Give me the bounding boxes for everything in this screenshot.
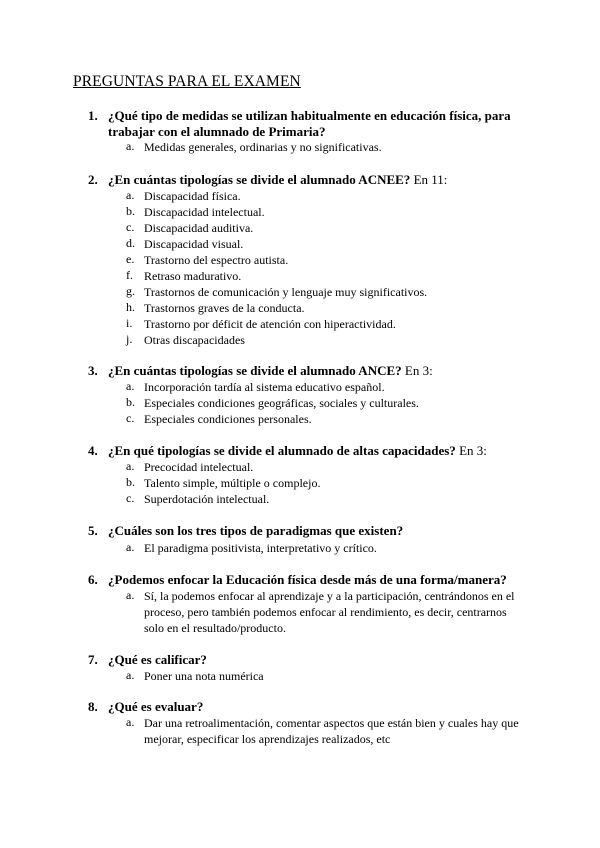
question-number: 6.: [88, 572, 98, 587]
answer-text: Discapacidad física.: [144, 189, 241, 203]
answer-text: Discapacidad visual.: [144, 237, 244, 251]
question-text: ¿Podemos enfocar la Educación física desde más de una forma/manera?: [108, 572, 507, 587]
answer-letter: a.: [126, 459, 135, 473]
answer-letter: b.: [126, 395, 135, 409]
answer-letter: f.: [126, 268, 133, 282]
answer-letter: e.: [126, 252, 135, 266]
answer-text: solo en el resultado/producto.: [144, 621, 286, 635]
answer-letter: a.: [126, 540, 135, 554]
answer-letter: b.: [126, 204, 135, 218]
question-text: ¿Qué es evaluar?: [108, 699, 204, 714]
answer-letter: a.: [126, 588, 135, 602]
answer-letter: c.: [126, 411, 135, 425]
question-suffix: En 11:: [410, 172, 448, 187]
answer-text: Trastornos de comunicación y lenguaje muy significativos.: [144, 285, 428, 299]
answer-text: mejorar, especificar los aprendizajes realizados, etc: [144, 732, 391, 746]
answer-text: Trastorno por déficit de atención con hiperactividad.: [144, 317, 396, 331]
question-number: 7.: [88, 652, 98, 667]
question-suffix: En 3:: [455, 443, 487, 458]
question-text-line: [108, 108, 511, 124]
answer-letter: i.: [126, 316, 133, 330]
answer-letter: a.: [126, 188, 135, 202]
question-text-line: [108, 523, 403, 539]
answer-letter: h.: [126, 300, 135, 314]
question-number: 8.: [88, 699, 98, 714]
answer-text: Otras discapacidades: [144, 333, 245, 347]
page-title: PREGUNTAS PARA EL EXAMEN: [73, 73, 301, 90]
question-text-line: [108, 652, 207, 668]
answer-text: Sí, la podemos enfocar al aprendizaje y a la participación, centrándonos en el: [144, 589, 515, 603]
question-number: 5.: [88, 523, 98, 538]
question-text: ¿Qué es calificar?: [108, 652, 207, 667]
answer-letter: a.: [126, 715, 135, 729]
answer-letter: c.: [126, 220, 135, 234]
answer-text: Dar una retroalimentación, comentar aspectos que están bien y cuales hay que: [144, 716, 519, 730]
question-number: 2.: [88, 172, 98, 187]
answer-letter: a.: [126, 668, 135, 682]
question-text-line: [108, 124, 326, 140]
answer-text: Medidas generales, ordinarias y no significativas.: [144, 140, 382, 154]
answer-text: Talento simple, múltiple o complejo.: [144, 476, 321, 490]
answer-letter: g.: [126, 284, 135, 298]
question-text-line: [108, 443, 487, 459]
question-text-line: [108, 172, 447, 188]
question-number: 4.: [88, 443, 98, 458]
question-text: ¿Cuáles son los tres tipos de paradigmas que existen?: [108, 523, 404, 538]
question-text-line: [108, 699, 203, 715]
question-text-line: [108, 572, 507, 588]
question-text: ¿Qué tipo de medidas se utilizan habitualmente en educación física, para: [108, 108, 511, 123]
question-number: 1.: [88, 108, 98, 123]
question-text: trabajar con el alumnado de Primaria?: [108, 124, 326, 139]
answer-text: Trastorno del espectro autista.: [144, 253, 289, 267]
answer-letter: j.: [126, 332, 133, 346]
question-text: ¿En cuántas tipologías se divide el alumnado ANCE?: [108, 363, 402, 378]
answer-text: proceso, pero también podemos enfocar al rendimiento, es decir, centrarnos: [144, 605, 507, 619]
question-text-line: [108, 363, 433, 379]
answer-letter: c.: [126, 491, 135, 505]
answer-text: Especiales condiciones geográficas, sociales y culturales.: [144, 396, 419, 410]
answer-letter: b.: [126, 475, 135, 489]
answer-letter: a.: [126, 379, 135, 393]
answer-text: Discapacidad intelectual.: [144, 205, 265, 219]
answer-letter: a.: [126, 139, 135, 153]
question-number: 3.: [88, 363, 98, 378]
answer-text: Discapacidad auditiva.: [144, 221, 254, 235]
answer-text: Precocidad intelectual.: [144, 460, 254, 474]
question-text: ¿En qué tipologías se divide el alumnado de altas capacidades?: [108, 443, 456, 458]
answer-text: Superdotación intelectual.: [144, 492, 270, 506]
answer-text: Incorporación tardía al sistema educativo español.: [144, 380, 385, 394]
answer-text: Retraso madurativo.: [144, 269, 242, 283]
answer-letter: d.: [126, 236, 135, 250]
question-suffix: En 3:: [401, 363, 433, 378]
answer-text: Poner una nota numérica: [144, 669, 264, 683]
question-text: ¿En cuántas tipologías se divide el alumnado ACNEE?: [108, 172, 411, 187]
answer-text: El paradigma positivista, interpretativo y crítico.: [144, 541, 377, 555]
answer-text: Trastornos graves de la conducta.: [144, 301, 305, 315]
answer-text: Especiales condiciones personales.: [144, 412, 312, 426]
